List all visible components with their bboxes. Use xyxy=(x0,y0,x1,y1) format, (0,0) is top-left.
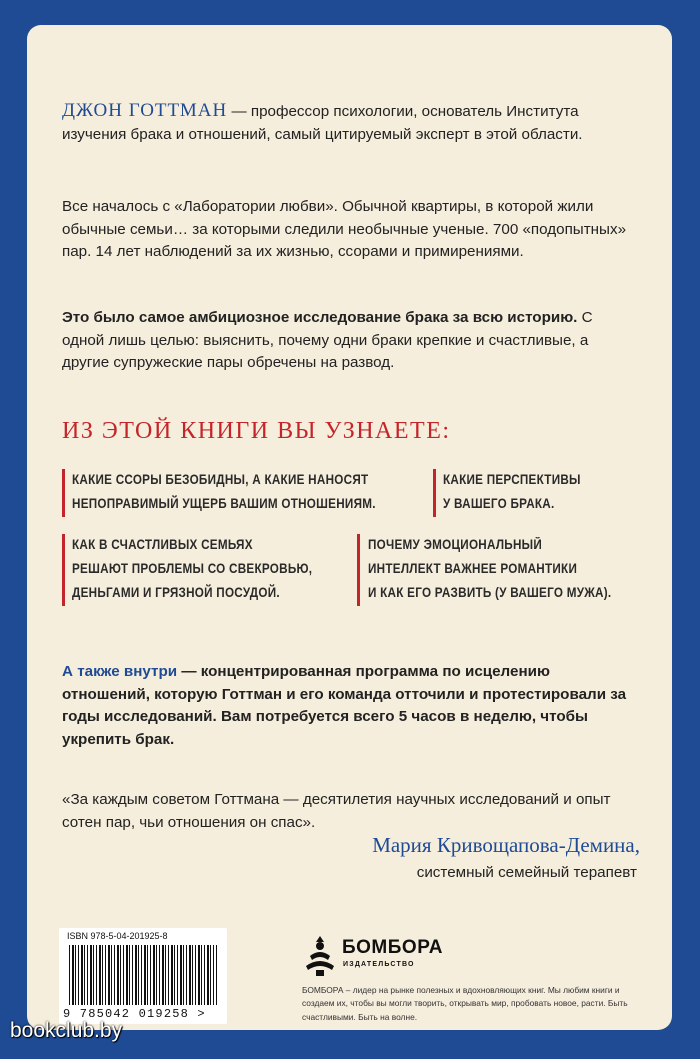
item-marker xyxy=(62,469,65,517)
learn-item-quarrels: КАКИЕ ССОРЫ БЕЗОБИДНЫ, А КАКИЕ НАНОСЯТ НЕПОПРАВИМЫЙ УЩЕРБ ВАШИМ ОТНОШЕНИЯМ. xyxy=(72,472,376,511)
research-highlight: Это было самое амбициозное исследование брака за всю историю. xyxy=(62,309,578,326)
testimonial-role: системный семейный терапевт xyxy=(416,864,637,881)
testimonial-quote: «За каждым советом Готтмана — десятилетия научных исследований и опыт сотен пар, чьи отношения он спас». xyxy=(62,791,611,831)
barcode xyxy=(59,928,227,1024)
learn-item-prospects: КАКИЕ ПЕРСПЕКТИВЫ У ВАШЕГО БРАКА. xyxy=(443,472,581,511)
barcode-digits: 9 785042 019258 > xyxy=(63,1007,206,1021)
item-marker xyxy=(357,534,360,606)
testimonial-author: Мария Кривощапова-Демина, xyxy=(372,833,640,857)
research-paragraph xyxy=(62,307,638,375)
author-description: — профессор психологии, основатель Института изучения брака и отношений, самый цитируемый эксперт в этой области. xyxy=(62,103,583,143)
also-inside-lead: А также внутри xyxy=(62,663,178,680)
also-inside-paragraph xyxy=(62,661,638,751)
author-name: ДЖОН ГОТТМАН xyxy=(62,100,228,121)
barcode-bars xyxy=(69,945,217,1005)
learn-item-family-problems: КАК В СЧАСТЛИВЫХ СЕМЬЯХ РЕШАЮТ ПРОБЛЕМЫ СО СВЕКРОВЬЮ, ДЕНЬГАМИ И ГРЯЗНОЙ ПОСУДОЙ. xyxy=(72,537,313,600)
author-intro xyxy=(62,100,638,146)
publisher-subtitle: ИЗДАТЕЛЬСТВО xyxy=(343,961,415,968)
learn-item-emotional-intelligence: ПОЧЕМУ ЭМОЦИОНАЛЬНЫЙ ИНТЕЛЛЕКТ ВАЖНЕЕ РОМАНТИКИ И КАК ЕГО РАЗВИТЬ (У ВАШЕГО МУЖА). xyxy=(368,537,612,600)
learn-heading: ИЗ ЭТОЙ КНИГИ ВЫ УЗНАЕТЕ: xyxy=(62,418,451,444)
site-watermark: bookclub.by xyxy=(10,1019,123,1042)
publisher-logo-icon xyxy=(302,934,338,978)
item-marker xyxy=(62,534,65,606)
also-inside-text: — концентрированная программа по исцелению отношений, которую Готтман и его команда отточили и протестировали за годы исследований. Вам потребуется всего 5 часов в неделю, чтобы укрепить брак. xyxy=(62,663,627,748)
research-goal: С одной лишь целью: выяснить, почему одни браки крепкие и счастливые, а другие супружеские пары обречены на развод. xyxy=(62,309,593,371)
story-paragraph: Все началось с «Лаборатории любви». Обычной квартиры, в которой жили обычные семьи… за которыми следили необычные ученые. 700 «подопытных» пар. 14 лет наблюдений за их жизнью, ссорами и примирениями. xyxy=(62,198,627,260)
item-marker xyxy=(433,469,436,517)
publisher-name: БОМБОРА xyxy=(342,937,443,958)
isbn-label: ISBN 978-5-04-201925-8 xyxy=(67,931,168,941)
publisher-description: БОМБОРА – лидер на рынке полезных и вдохновляющих книг. Мы любим книги и создаем их, чтобы вы могли творить, открывать мир, пробовать новое, расти. Быть счастливыми. Быть на волне. xyxy=(302,985,628,1022)
